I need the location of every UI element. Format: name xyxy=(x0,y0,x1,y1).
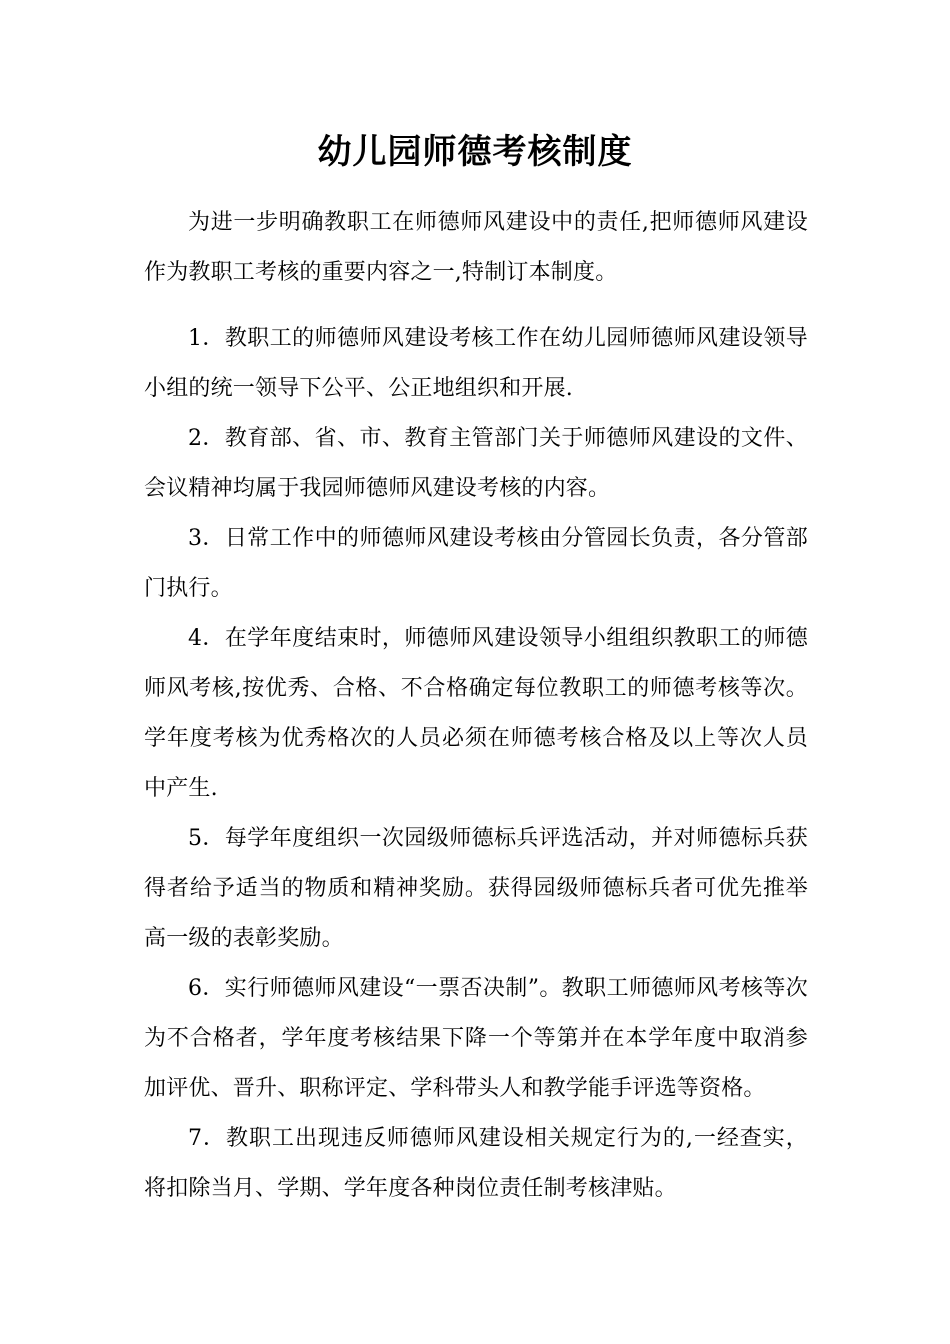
rule-item-7: 7．教职工出现违反师德师风建设相关规定行为的,一经查实，将扣除当月、学期、学年度各种岗位责任制考核津贴。 xyxy=(144,1126,808,1201)
rule-item-1: 1．教职工的师德师风建设考核工作在幼儿园师德师风建设领导小组的统一领导下公平、公正地组织和开展. xyxy=(144,326,808,401)
rule-item-3: 3．日常工作中的师德师风建设考核由分管园长负责，各分管部门执行。 xyxy=(144,526,808,601)
rule-item-4: 4．在学年度结束时，师德师风建设领导小组组织教职工的师德师风考核,按优秀、合格、不合格确定每位教职工的师德考核等次。学年度考核为优秀格次的人员必须在师德考核合格及以上等次人员中产生. xyxy=(144,626,808,801)
document-body xyxy=(144,198,808,1214)
rule-item-5: 5．每学年度组织一次园级师德标兵评选活动，并对师德标兵获得者给予适当的物质和精神奖励。获得园级师德标兵者可优先推举高一级的表彰奖励。 xyxy=(144,826,808,951)
rule-item-2: 2．教育部、省、市、教育主管部门关于师德师风建设的文件、会议精神均属于我园师德师风建设考核的内容。 xyxy=(144,426,808,501)
intro-paragraph: 为进一步明确教职工在师德师风建设中的责任,把师德师风建设作为教职工考核的重要内容之一,特制订本制度。 xyxy=(144,210,808,285)
rule-item-6: 6．实行师德师风建设“一票否决制”。教职工师德师风考核等次为不合格者，学年度考核结果下降一个等第并在本学年度中取消参加评优、晋升、职称评定、学科带头人和教学能手评选等资格。 xyxy=(144,976,808,1101)
document-title: 幼儿园师德考核制度 xyxy=(317,132,633,172)
